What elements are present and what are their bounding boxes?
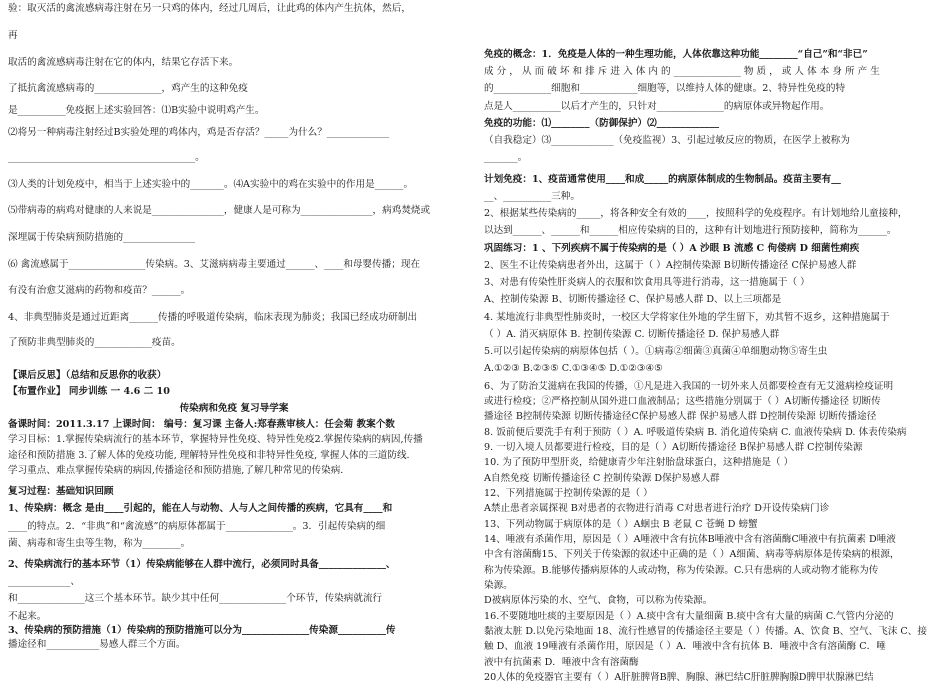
right-line: A.①②③ B.②③⑤ C.①③④⑤ D.①②③④⑤ (484, 363, 663, 375)
left-line: 了抵抗禽流感病毒的______________，鸡产生的这种免疫 (8, 83, 248, 95)
right-line: 10. 为了预防甲型肝炎，给健康青少年注射胎盘球蛋白，这种措施是（ ） (484, 457, 794, 469)
right-line: 16.不要随地吐痰的主要原因是（ ）A.痰中含有大量细菌 B.痰中含有大量的病菌 C.气管内分泌的 (484, 610, 894, 622)
right-line: 14、唾液有杀菌作用，原因是（ ）A唾液中含有抗体B唾液中含有溶菌酶C唾液中有抗菌素 D唾液 (484, 533, 896, 545)
left-line: 学习目标：1.掌握传染病流行的基本环节，掌握特异性免疫、特异性免疫2.掌握传染病的病因,传播 (8, 434, 423, 446)
right-line: 5.可以引起传染病的病原体包括（ ）。①病毒②细菌③真菌④单细胞动物⑤寄生虫 (484, 346, 828, 358)
right-line: 或进行检疫；②严格控制从国外进口血液制品；这些措施分别属于（ ）A切断传播途径 切断传 (484, 395, 881, 407)
right-line: 3、对患有传染性肝炎病人的衣服和饮食用具等进行消毒，这一措施属于（ ） (484, 277, 810, 289)
left-line: 【布置作业】 同步训练 一 4.6 二 10 (8, 386, 170, 398)
left-line: 途径和预防措施 3.了解人体的免疫功能, 理解特异性免疫和非特异性免疫, 掌握人体的三道防线. (8, 449, 410, 461)
right-line: 触 D、血液 19唾液有杀菌作用，原因是（ ）A．唾液中含有抗体 B．唾液中含有溶菌酶 C．唾 (484, 641, 886, 653)
right-line: （自我稳定）⑶_____________（免疫监视）3、引起过敏反应的物质，在医学上被称为 (484, 135, 850, 147)
right-line: 免疫的功能：⑴________（防御保护）⑵_____________ (484, 117, 720, 129)
right-line: _______。 (484, 152, 528, 164)
left-line: _____________、 (8, 576, 80, 588)
right-line: 的____________细胞和____________细胞等，以维持人体的健康。2、特异性免疫的特 (484, 83, 846, 95)
left-line: 和______________这三个基本环节。缺少其中任何______________个环节，传染病就流行 (8, 593, 383, 605)
left-line: ____的特点。2．“非典”和“禽流感”的病原体都属于______________。3．引起传染病的细 (8, 520, 386, 532)
left-line: 2、传染病流行的基本环节（1）传染病能够在人群中流行，必须同时具备______________、 (8, 558, 396, 570)
right-line: 13、下列动物属于病原体的是（ ）A蛔虫 B 老鼠 C 苍蝇 D 螃蟹 (484, 518, 758, 530)
right-line: 成 分 ， 从 而 破 坏 和 排 斥 进 入 体 内 的 ______________ 物 质 ， 或 人 体 本 身 所 产 生 (484, 66, 880, 78)
left-line: 了预防非典型肺炎的____________疫苗。 (8, 337, 181, 349)
left-line: 再 (8, 29, 18, 41)
left-line: 备课时间：2011.3.17 上课时间： 编号：复习课 主备人:郑春燕审核人：任会菊 教案个数 (8, 418, 395, 430)
left-line: 是__________免疫据上述实验回答：⑴B实验中说明鸡产生。 (8, 104, 265, 116)
left-line: 4、非典型肺炎是通过近距离______传播的呼吸道传染病，临床表现为肺炎；我国已经成功研制出 (8, 311, 418, 323)
right-line: 6、为了防治艾滋病在我国的传播，①凡是进入我国的一切外来人员都要检查有无艾滋病检疫证明 (484, 380, 894, 392)
right-line: 2、医生不让传染病患者外出，这属于（ ）A控制传染源 B切断传播途径 C保护易感人群 (484, 259, 857, 271)
left-line: 有没有治愈艾滋病的药物和疫苗？______。 (8, 284, 191, 296)
right-line: （ ）A. 消灭病原体 B. 控制传染源 C. 切断传播途径 D. 保护易感人群 (484, 328, 780, 340)
left-line: 学习重点、难点掌握传染病的病因,传播途径和预防措施,了解几种常见的传染病. (8, 464, 344, 476)
left-line: 验：取灭活的禽流感病毒注射在另一只鸡的体内，经过几周后，让此鸡的体内产生抗体，然后， (8, 2, 411, 14)
right-line: 中含有溶菌酶15、下列关于传染源的叙述中正确的是（ ）A细菌、病毒等病原体是传染病的根源， (484, 549, 900, 561)
right-line: 称为传染源。B.能够传播病原体的人或动物，称为传染源。C.只有患病的人或动物才能称为传 (484, 564, 879, 576)
right-line: 12、下列措施属于控制传染源的是（ ） (484, 487, 653, 499)
left-line: 1、传染病：概念 是由____引起的，能在人与动物、人与人之间传播的疾病，它具有____和 (8, 503, 393, 515)
left-line: ⑶人类的计划免疫中，相当于上述实验中的_______。⑷A实验中的鸡在实验中的作用是______。 (8, 179, 414, 191)
right-line: 4. 某地流行非典型性肺炎时，一校区大学将家住外地的学生留下，劝其暂不返乡，这种措施属于 (484, 311, 890, 323)
right-line: 巩固练习：1 、下列疾病不属于传染病的是（ ）A 沙眼 B 流感 C 佝偻病 D 细菌性痢疾 (484, 242, 860, 254)
left-line: 传染病和免疫 复习导学案 (179, 402, 289, 414)
right-line: A自然免疫 切断传播途径 C 控制传染源 D保护易感人群 (484, 472, 720, 484)
right-line: 以达到______、______和______相应传染病的目的，这种有计划地进行预防接种，简称为______。 (484, 225, 897, 237)
right-line: 8. 饭前便后要洗手有利于预防（ ）A. 呼吸道传染病 B. 消化道传染病 C. 血液传染病 D. 体表传染病 (484, 426, 907, 438)
right-line: 2、根据某些传染病的_____，将各种安全有效的____，按照科学的免疫程序。有计划地给儿童接种， (484, 208, 908, 220)
left-line: 3、传染病的预防措施（1）传染病的预防措施可以分为______________传染源__________传 (8, 625, 396, 637)
left-line: ⑸带病毒的病鸡对健康的人来说是_______________，健康人是可称为_______________，病鸡焚烧或 (8, 205, 431, 217)
left-line: 复习过程：基础知识回顾 (8, 486, 114, 498)
right-line: D被病原体污染的水、空气、食物，可以称为传染源。 (484, 595, 713, 607)
right-line: 免疫的概念：1．免疫是人体的一种生理功能，人体依靠这种功能________“自己”和“非已” (484, 48, 868, 60)
right-line: 点是人__________以后才产生的，只针对______________的病原体或异物起作用。 (484, 100, 830, 112)
right-line: A禁止患者亲属探视 B对患者的衣物进行消毒 C对患者进行治疗 D开设传染病门诊 (484, 503, 830, 515)
right-line: 黏液太脏 D.以免污染地面 18、流行性感冒的传播途径主要是（ ）传播。A、饮食 B、空气、飞沫 C、接 (484, 625, 927, 637)
left-line: 取活的禽流感病毒注射在它的体内，结果它存活下来。 (8, 56, 239, 68)
left-line: 深埋属于传染病预防措施的_______________ (8, 232, 196, 244)
left-line: 菌、病毒和寄生虫等生物，称为________。 (8, 537, 191, 549)
left-line: 播途径和___________易感人群三个方面。 (8, 639, 186, 651)
right-line: __、__________三种。 (484, 190, 580, 202)
right-line: A、控制传染源 B、切断传播途径 C、保护易感人群 D、以上三项都是 (484, 294, 782, 306)
left-line: 不起来。 (8, 610, 47, 622)
right-line: 20人体的免疫器官主要有（ ）A肝脏脾肾B脾、胸腺、淋巴结C肝脏脾胸腺D脾甲状腺淋巴结 (484, 672, 874, 683)
right-line: 计划免疫：1、疫苗通常使用____和成_____的病原体制成的生物制品。疫苗主要有__ (484, 173, 841, 185)
right-line: 播途径 B控制传染源 切断传播途径C保护易感人群 保护易感人群 D控制传染源 切断传播途径 (484, 411, 877, 423)
right-line: 液中有抗菌素 D．唾液中含有溶菌酶 (484, 656, 639, 668)
left-line: _______________________________________。 (8, 152, 205, 164)
left-line: ⑵将另一种病毒注射经过B实验处理的鸡体内，鸡是否存活？_____为什么？_____________ (8, 126, 390, 138)
left-line: 【课后反思】（总结和反思你的收获） (8, 370, 167, 382)
right-line: 染源。 (484, 579, 513, 591)
right-line: 9. 一切入境人员都要进行检疫，目的是（ ）A切断传播途径 B保护易感人群 C控制传染源 (484, 441, 863, 453)
left-line: ⑹ 禽流感属于________________传染病。3、艾滋病病毒主要通过______、____和母婴传播；现在 (8, 258, 421, 270)
